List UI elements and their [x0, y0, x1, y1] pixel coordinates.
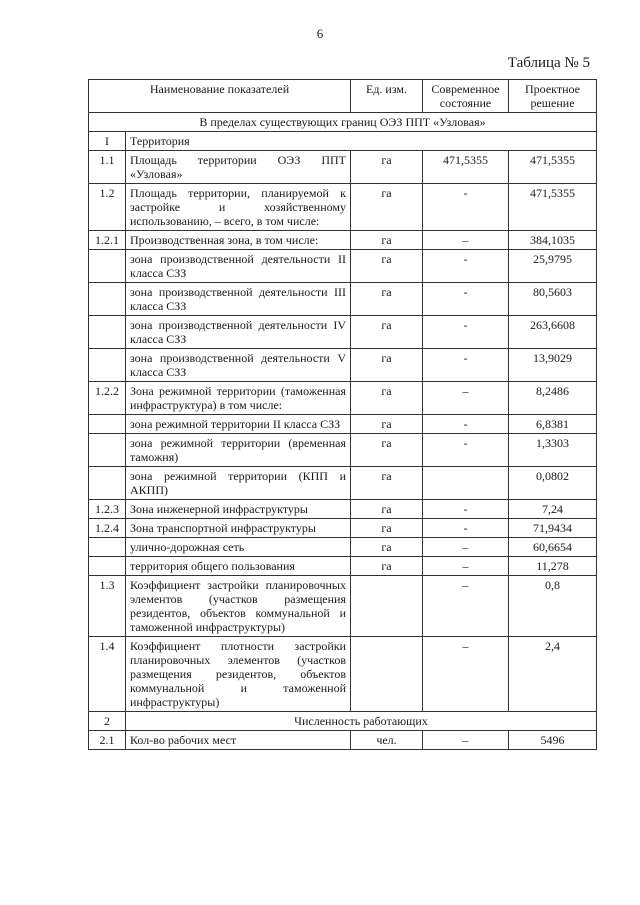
row-number: 1.2 [89, 184, 126, 231]
row-number: 1.1 [89, 151, 126, 184]
row-current: - [423, 434, 509, 467]
group-title: Территория [126, 132, 597, 151]
row-unit: га [351, 500, 423, 519]
table-row [89, 184, 597, 231]
row-current: - [423, 316, 509, 349]
row-current [423, 467, 509, 500]
table-row [89, 250, 597, 283]
group-number: I [89, 132, 126, 151]
header-current: Современное состояние [423, 80, 509, 113]
row-number: 1.3 [89, 576, 126, 637]
row-number: 1.4 [89, 637, 126, 712]
header-row [89, 80, 597, 113]
row-current: – [423, 382, 509, 415]
row-project: 80,5603 [509, 283, 597, 316]
row-number: 1.2.4 [89, 519, 126, 538]
section-row [89, 113, 597, 132]
row-project: 71,9434 [509, 519, 597, 538]
row-name: Площадь территории, планируемой к застройке и хозяйственному использованию, – всего, в том числе: [126, 184, 351, 231]
row-project: 2,4 [509, 637, 597, 712]
group-number: 2 [89, 712, 126, 731]
row-project: 13,9029 [509, 349, 597, 382]
row-project: 0,8 [509, 576, 597, 637]
table-row [89, 557, 597, 576]
row-name: Зона инженерной инфраструктуры [126, 500, 351, 519]
table-row [89, 576, 597, 637]
table-caption: Таблица № 5 [507, 55, 590, 71]
row-unit: га [351, 151, 423, 184]
group-row [89, 132, 597, 151]
row-number [89, 283, 126, 316]
table-row [89, 316, 597, 349]
row-project: 471,5355 [509, 184, 597, 231]
row-project: 471,5355 [509, 151, 597, 184]
row-current: 471,5355 [423, 151, 509, 184]
row-unit: га [351, 382, 423, 415]
row-project: 7,24 [509, 500, 597, 519]
row-name: Зона режимной территории (таможенная инфраструктура) в том числе: [126, 382, 351, 415]
table-row [89, 500, 597, 519]
indicators-table [88, 79, 597, 750]
table-row [89, 231, 597, 250]
row-project: 6,8381 [509, 415, 597, 434]
row-name: Зона транспортной инфраструктуры [126, 519, 351, 538]
row-current: – [423, 538, 509, 557]
header-project: Проектное решение [509, 80, 597, 113]
table-row [89, 467, 597, 500]
row-project: 11,278 [509, 557, 597, 576]
row-project: 263,6608 [509, 316, 597, 349]
row-unit: га [351, 538, 423, 557]
table-row [89, 382, 597, 415]
row-name: Кол-во рабочих мест [126, 731, 351, 750]
row-unit: га [351, 231, 423, 250]
row-current: – [423, 557, 509, 576]
row-current: - [423, 283, 509, 316]
row-name: зона производственной деятельности III класса СЗЗ [126, 283, 351, 316]
table-row [89, 519, 597, 538]
row-unit: га [351, 519, 423, 538]
table-row [89, 151, 597, 184]
row-unit: га [351, 557, 423, 576]
row-project: 0,0802 [509, 467, 597, 500]
table-row [89, 637, 597, 712]
row-name: зона производственной деятельности IV класса СЗЗ [126, 316, 351, 349]
row-unit: га [351, 316, 423, 349]
header-name: Наименование показателей [89, 80, 351, 113]
row-number [89, 316, 126, 349]
table-row [89, 415, 597, 434]
table-row [89, 283, 597, 316]
row-name: зона режимной территории (КПП и АКПП) [126, 467, 351, 500]
row-number [89, 250, 126, 283]
row-number [89, 538, 126, 557]
row-name: зона режимной территории II класса СЗЗ [126, 415, 351, 434]
row-name: территория общего пользования [126, 557, 351, 576]
row-number [89, 467, 126, 500]
group-row [89, 712, 597, 731]
row-project: 8,2486 [509, 382, 597, 415]
row-name: улично-дорожная сеть [126, 538, 351, 557]
row-name: Коэффициент застройки планировочных элементов (участков размещения резидентов, объектов коммунальной и таможенной инфраструктуры) [126, 576, 351, 637]
row-name: зона режимной территории (временная таможня) [126, 434, 351, 467]
row-number: 1.2.1 [89, 231, 126, 250]
row-unit: га [351, 349, 423, 382]
row-current: – [423, 637, 509, 712]
row-unit: га [351, 467, 423, 500]
row-unit [351, 637, 423, 712]
header-unit: Ед. изм. [351, 80, 423, 113]
row-name: зона производственной деятельности V класса СЗЗ [126, 349, 351, 382]
page-number: 6 [316, 26, 324, 41]
row-number [89, 415, 126, 434]
row-current: – [423, 576, 509, 637]
row-project: 384,1035 [509, 231, 597, 250]
row-unit: га [351, 415, 423, 434]
row-name: Производственная зона, в том числе: [126, 231, 351, 250]
row-current: – [423, 731, 509, 750]
row-name: зона производственной деятельности II класса СЗЗ [126, 250, 351, 283]
row-unit [351, 576, 423, 637]
row-number: 2.1 [89, 731, 126, 750]
row-current: - [423, 349, 509, 382]
row-current: - [423, 500, 509, 519]
row-name: Площадь территории ОЭЗ ППТ «Узловая» [126, 151, 351, 184]
row-number: 1.2.3 [89, 500, 126, 519]
row-number: 1.2.2 [89, 382, 126, 415]
row-number [89, 557, 126, 576]
row-number [89, 349, 126, 382]
row-project: 5496 [509, 731, 597, 750]
row-current: – [423, 231, 509, 250]
row-number [89, 434, 126, 467]
row-project: 60,6654 [509, 538, 597, 557]
table-row [89, 349, 597, 382]
row-unit: га [351, 434, 423, 467]
group-title: Численность работающих [126, 712, 597, 731]
table-row [89, 538, 597, 557]
row-project: 1,3303 [509, 434, 597, 467]
row-unit: чел. [351, 731, 423, 750]
row-current: - [423, 519, 509, 538]
section-title: В пределах существующих границ ОЭЗ ППТ «Узловая» [89, 113, 597, 132]
row-current: - [423, 184, 509, 231]
table-row [89, 731, 597, 750]
row-project: 25,9795 [509, 250, 597, 283]
row-current: - [423, 415, 509, 434]
row-current: - [423, 250, 509, 283]
table-row [89, 434, 597, 467]
row-name: Коэффициент плотности застройки планировочных элементов (участков размещения резидентов, объектов коммунальной и таможенной инфраструктуры) [126, 637, 351, 712]
row-unit: га [351, 283, 423, 316]
row-unit: га [351, 184, 423, 231]
row-unit: га [351, 250, 423, 283]
